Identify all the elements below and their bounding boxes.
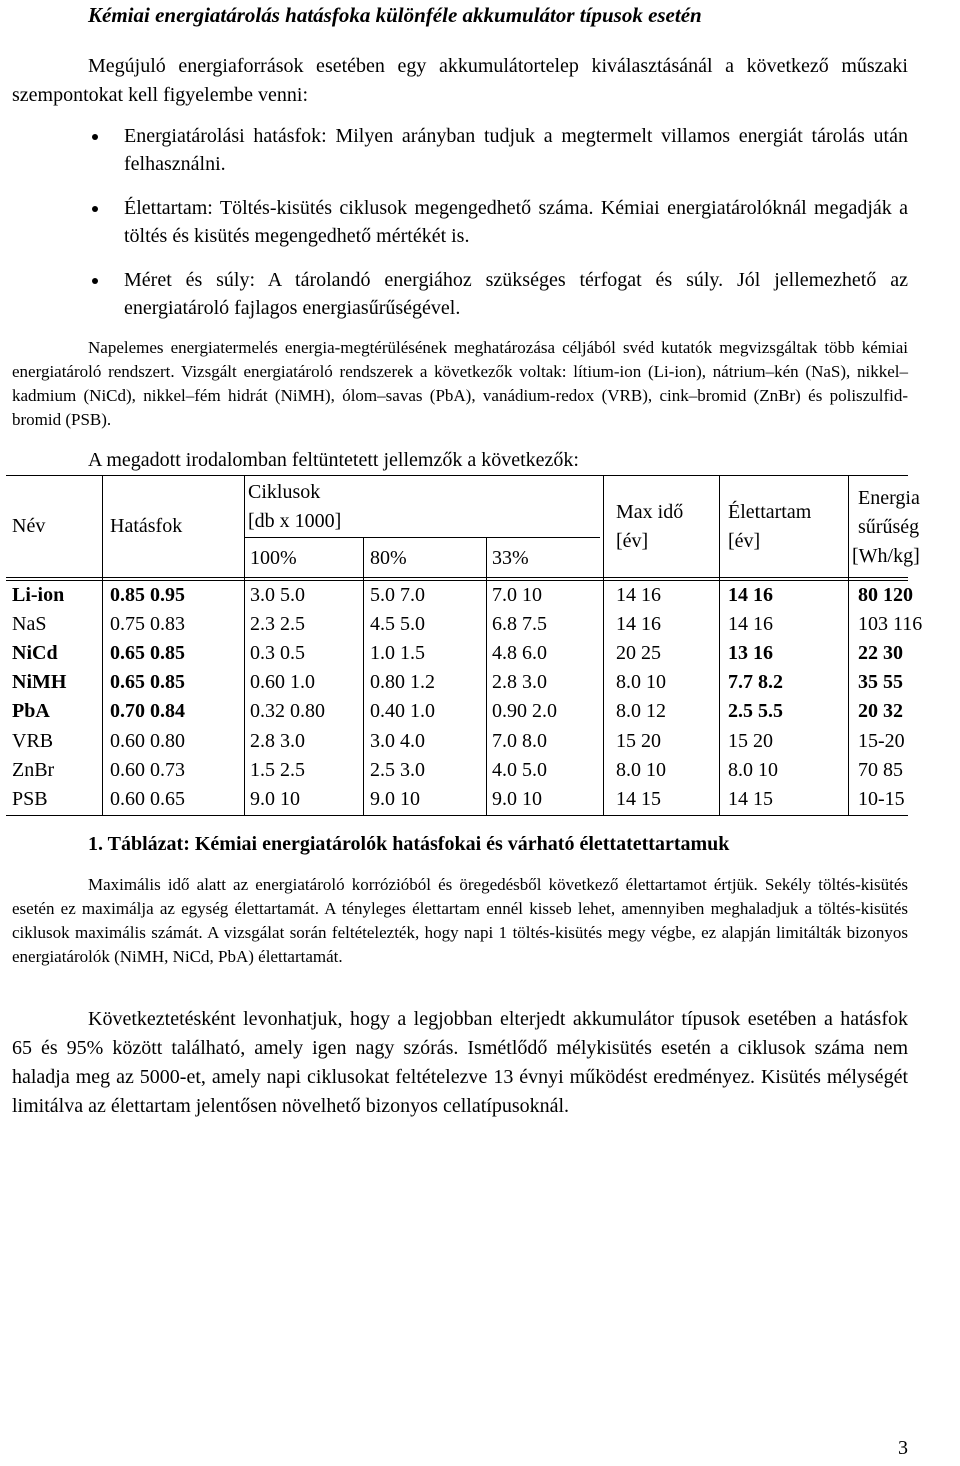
list-item-text: Energiatárolási hatásfok: Milyen arányban tudjuk a megtermelt villamos energiát tárolás után felhasználni. xyxy=(124,125,908,175)
table-header-rule xyxy=(6,577,908,578)
table-cell-eff: 0.85 0.95 xyxy=(110,584,185,606)
table-cell-energy: 70 85 xyxy=(858,758,903,781)
table-cell-energy: 10-15 xyxy=(858,787,905,810)
table-cell-c33: 6.8 7.5 xyxy=(492,613,547,636)
table-cell-c33: 9.0 10 xyxy=(492,787,542,810)
header-cycles-unit: [db x 1000] xyxy=(248,510,342,532)
table-cell-c80: 5.0 7.0 xyxy=(370,584,425,606)
table-cell-life: 14 15 xyxy=(728,787,773,810)
table-cell-energy: 20 32 xyxy=(858,700,903,723)
table-cell-max: 8.0 10 xyxy=(616,671,666,694)
table-cell-name: Li-ion xyxy=(12,584,65,606)
table-cell-name: NiCd xyxy=(12,642,58,665)
table-cell-c80: 4.5 5.0 xyxy=(370,613,425,636)
table-cell-c100: 0.32 0.80 xyxy=(250,700,325,723)
table-cell-c80: 2.5 3.0 xyxy=(370,758,425,781)
table-cell-name: PbA xyxy=(12,700,50,723)
table-caption: 1. Táblázat: Kémiai energiatárolók hatásfokai és várható élettatettartamuk xyxy=(88,833,730,855)
table-cell-eff: 0.65 0.85 xyxy=(110,642,185,665)
table-cell-c80: 3.0 4.0 xyxy=(370,729,425,752)
header-cycles: Ciklusok xyxy=(248,481,321,503)
table-cell-life: 13 16 xyxy=(728,642,773,665)
header-energy-unit: [Wh/kg] xyxy=(852,545,920,567)
table-cell-max: 14 16 xyxy=(616,613,661,636)
table-cell-max: 8.0 10 xyxy=(616,758,666,781)
column-divider xyxy=(244,475,245,815)
table-cell-life: 7.7 8.2 xyxy=(728,671,783,694)
column-divider xyxy=(102,475,103,815)
table-cell-c100: 3.0 5.0 xyxy=(250,584,305,606)
table-cell-eff: 0.60 0.80 xyxy=(110,729,185,752)
table-cell-eff: 0.75 0.83 xyxy=(110,613,185,636)
table-cell-c100: 1.5 2.5 xyxy=(250,758,305,781)
conclusion-paragraph: Következtetésként levonhatjuk, hogy a legjobban elterjedt akkumulátor típusok esetében a hatásfok 65 és 95% között található, amely igen nagy szórás. Ismétlődő mélykisütés esetén a ciklusok száma nem haladja meg az 5000-et, amely napi ciklusokat feltételezve 13 évnyi működést eredményez. Kisütés mélységét limitálva az élettartam jelentősen növelhető bizonyos cellatípusoknál. xyxy=(12,1008,908,1117)
table-cell-max: 8.0 12 xyxy=(616,700,666,723)
column-divider xyxy=(363,537,364,815)
table-cell-eff: 0.60 0.73 xyxy=(110,758,185,781)
header-cycles-80: 80% xyxy=(370,547,407,569)
table-cell-name: PSB xyxy=(12,787,48,810)
table-cell-c80: 9.0 10 xyxy=(370,787,420,810)
table-cell-name: NiMH xyxy=(12,671,67,694)
list-item-text: Élettartam: Töltés-kisütés ciklusok megengedhető száma. Kémiai energiatárolóknál megadják a töltés és kisütés megengedhető mértékét is. xyxy=(124,197,908,247)
table-bottom-border xyxy=(6,815,908,816)
intro-paragraph: Megújuló energiaforrások esetében egy akkumulátortelep kiválasztásánál a következő műszaki szempontokat kell figyelembe venni: xyxy=(12,55,908,106)
study-paragraph: Napelemes energiatermelés energia-megtérülésének meghatározása céljából svéd kutatók megvizsgáltak több kémiai energiatároló rendszert. Vizsgált energiatároló rendszerek a következők voltak: lítium-ion (Li-ion), nátrium–kén (NaS), nikkel–kadmium (NiCd), nikkel–fém hidrát (NiMH), ólom–savas (PbA), vanádium-redox (VRB), cink–bromid (ZnBr) és poliszulfid-bromid (PSB). xyxy=(12,338,908,429)
table-cell-eff: 0.65 0.85 xyxy=(110,671,185,694)
table-cell-c33: 4.0 5.0 xyxy=(492,758,547,781)
table-cell-life: 14 16 xyxy=(728,613,773,636)
note-paragraph: Maximális idő alatt az energiatároló korrózióból és öregedésből következő élettartamot értjük. Sekély töltés-kisütés esetén ez maximálja az egység élettartamát. A tényleges élettartam ennél kisseb lehet, amennyiben meghaladjuk a töltés-kisütés ciklusok maximális számát. A vizsgálat során feltételezték, hogy napi 1 töltés-kisütés megy végbe, ez alapján limitálták bizonyos energiatárolók (NiMH, NiCd, PbA) élettartamát. xyxy=(12,875,908,966)
table-cell-c100: 2.8 3.0 xyxy=(250,729,305,752)
table-top-border xyxy=(6,475,908,476)
table-cell-max: 20 25 xyxy=(616,642,661,665)
table-cell-c33: 7.0 10 xyxy=(492,584,542,606)
table-cell-name: ZnBr xyxy=(12,758,55,781)
table-cell-eff: 0.70 0.84 xyxy=(110,700,185,723)
document-title: Kémiai energiatárolás hatásfoka különféle akkumulátor típusok esetén xyxy=(88,3,702,27)
table-cell-energy: 22 30 xyxy=(858,642,903,665)
table-cell-energy: 80 120 xyxy=(858,584,913,606)
table-intro: A megadott irodalomban feltüntetett jellemzők a következők: xyxy=(88,449,579,471)
table-cell-eff: 0.60 0.65 xyxy=(110,787,185,810)
table-cell-c80: 0.80 1.2 xyxy=(370,671,435,694)
table-cell-c100: 0.3 0.5 xyxy=(250,642,305,665)
header-cycles-33: 33% xyxy=(492,547,529,569)
header-lifetime: Élettartam xyxy=(728,501,812,523)
table-cell-c80: 0.40 1.0 xyxy=(370,700,435,723)
table-cell-name: VRB xyxy=(12,729,54,752)
header-lifetime-unit: [év] xyxy=(728,530,761,552)
table-cell-c80: 1.0 1.5 xyxy=(370,642,425,665)
header-cycles-100: 100% xyxy=(250,547,297,569)
table-cell-c100: 0.60 1.0 xyxy=(250,671,315,694)
table-cell-c33: 7.0 8.0 xyxy=(492,729,547,752)
column-divider xyxy=(719,475,720,815)
table-cell-energy: 35 55 xyxy=(858,671,903,694)
header-efficiency: Hatásfok xyxy=(110,515,183,537)
page-number: 3 xyxy=(898,1437,908,1459)
table-cell-c33: 0.90 2.0 xyxy=(492,700,557,723)
header-energy: Energia xyxy=(858,487,920,509)
table-cell-max: 14 15 xyxy=(616,787,661,810)
table-cell-energy: 103 116 xyxy=(858,613,923,636)
table-cell-name: NaS xyxy=(12,613,47,636)
table-cell-c33: 2.8 3.0 xyxy=(492,671,547,694)
table-cell-c100: 9.0 10 xyxy=(250,787,300,810)
table-cell-life: 2.5 5.5 xyxy=(728,700,783,723)
header-name: Név xyxy=(12,515,46,537)
column-divider xyxy=(848,475,849,815)
table-cell-c100: 2.3 2.5 xyxy=(250,613,305,636)
table-cell-max: 15 20 xyxy=(616,729,661,752)
column-divider xyxy=(486,537,487,815)
column-divider xyxy=(603,475,604,815)
table-cell-life: 15 20 xyxy=(728,729,773,752)
header-energy-2: sűrűség xyxy=(858,516,920,538)
list-item-text: Méret és súly: A tárolandó energiához szükséges térfogat és súly. Jól jellemezhető az energiatároló fajlagos energiasűrűségével. xyxy=(124,269,908,319)
table-cell-c33: 4.8 6.0 xyxy=(492,642,547,665)
header-maxtime-unit: [év] xyxy=(616,530,649,552)
table-cell-life: 14 16 xyxy=(728,584,773,606)
cycles-subheader-rule xyxy=(244,537,600,538)
table-cell-energy: 15-20 xyxy=(858,729,905,752)
header-maxtime: Max idő xyxy=(616,501,684,523)
table-cell-life: 8.0 10 xyxy=(728,758,778,781)
table-cell-max: 14 16 xyxy=(616,584,661,606)
